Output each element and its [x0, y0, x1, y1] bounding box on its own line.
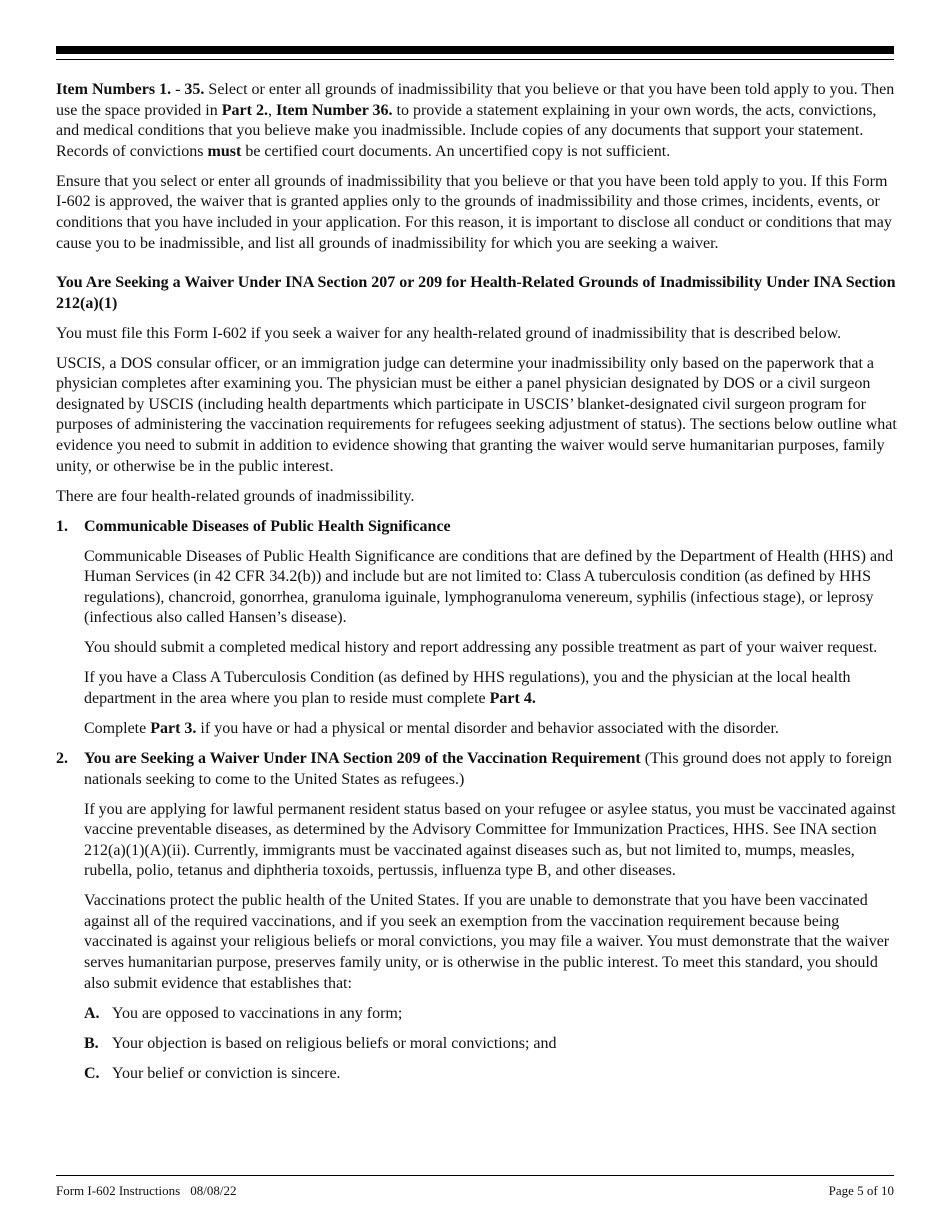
dash: -	[171, 81, 185, 98]
item-1-number: 1.	[56, 517, 68, 535]
item-1-p4-text-b: if you have or had a physical or mental disorder and behavior associated with the disorder.	[196, 719, 779, 737]
part-3-ref: Part 3.	[150, 719, 197, 737]
footer-form-name: Form I-602 Instructions	[56, 1183, 181, 1198]
footer-form-info	[56, 1183, 236, 1199]
item-1-paragraph-3	[84, 668, 898, 709]
header-thick-rule	[56, 46, 894, 54]
item-1-p3-text: If you have a Class A Tuberculosis Condition (as defined by HHS regulations), you and the physician at the local health department in the area where you plan to reside must complete	[84, 669, 851, 707]
item-2-number: 2.	[56, 749, 68, 767]
item-numbers-end: 35.	[184, 81, 205, 98]
section-heading: You Are Seeking a Waiver Under INA Section 207 or 209 for Health-Related Grounds of Inadmissibility Under INA Section 212(a)(1)	[56, 274, 896, 312]
section-paragraph-3: There are four health-related grounds of inadmissibility.	[56, 487, 415, 505]
part-ref: Part 2.	[221, 101, 268, 119]
item-2-subitem-a	[84, 1004, 898, 1025]
intro-paragraph-2: Ensure that you select or enter all grounds of inadmissibility that you believe or that you have been told apply to you. If this Form I-602 is approved, the waiver that is granted applies only to the grounds of inadmissibility and those crimes, incidents, events, or conditions that you have included in your application. For this reason, it is important to disclose all conduct or conditions that may cause you to be inadmissible, and list all grounds of inadmissibility for which you are seeking a waiver.	[56, 172, 892, 252]
item-36-ref: Item Number 36.	[275, 101, 393, 119]
item-2-title: You are Seeking a Waiver Under INA Section 209 of the Vaccination Requirement	[84, 749, 641, 767]
footer-edition-date: 08/08/22	[190, 1183, 237, 1198]
page-body	[56, 80, 898, 1094]
intro-text-c: be certified court documents. An uncertified copy is not sufficient.	[241, 142, 671, 160]
footer-rule	[56, 1175, 894, 1176]
subitem-text: You are opposed to vaccinations in any form;	[112, 1004, 403, 1022]
subitem-text: Your objection is based on religious beliefs or moral convictions; and	[112, 1034, 557, 1052]
part-4-ref: Part 4.	[489, 689, 536, 707]
intro-text-a: Select or enter all grounds of inadmissibility that you believe or that you have been told apply to you. Then use the space provided in	[56, 81, 895, 119]
item-1-title: Communicable Diseases of Public Health Significance	[84, 517, 451, 535]
section-paragraph-1: You must file this Form I-602 if you seek a waiver for any health-related ground of inadmissibility that is described below.	[56, 324, 842, 342]
item-2-paragraph-2: Vaccinations protect the public health of the United States. If you are unable to demonstrate that you have been vaccinated against all of the required vaccinations, and if you seek an exemption from the vaccination requirement because being vaccinated is against your religious beliefs or moral convictions, you may file a waiver. You must demonstrate that the waiver serves humanitarian purpose, preserves family unity, or is otherwise in the public interest. To meet this standard, you should also submit evidence that establishes that:	[84, 892, 890, 992]
must-emphasis: must	[207, 142, 242, 160]
item-2-title-rest: (This ground does not apply to foreign nationals seeking to come to the United States as refugees.)	[84, 749, 892, 788]
comma: ,	[267, 101, 276, 119]
subitem-letter: B.	[84, 1034, 99, 1052]
item-1-p4-text-a: Complete	[84, 719, 151, 737]
subitem-text: Your belief or conviction is sincere.	[112, 1064, 341, 1082]
item-1-paragraph-2: You should submit a completed medical history and report addressing any possible treatment as part of your waiver request.	[84, 639, 878, 657]
intro-text-b: to provide a statement explaining in your own words, the acts, convictions, and medical conditions that you believe make you inadmissible. Include copies of any documents that support your statement. Records of convictions	[56, 101, 877, 160]
item-2-paragraph-1: If you are applying for lawful permanent resident status based on your refugee or asylee status, you must be vaccinated against vaccine preventable diseases, as determined by the Advisory Committee for Immunization Practices, HHS. See INA section 212(a)(1)(A)(ii). Currently, immigrants must be vaccinated against diseases such as, but not limited to, mumps, measles, rubella, polio, tetanus and diphtheria toxoids, pertussis, influenza type B, and other diseases.	[84, 800, 896, 880]
intro-paragraph-1	[56, 80, 898, 162]
item-numbers-label: Item Numbers 1.	[56, 81, 172, 98]
item-2-subitem-b	[84, 1034, 898, 1055]
item-2-subitem-c	[84, 1064, 898, 1085]
subitem-letter: A.	[84, 1004, 100, 1022]
item-1-paragraph-4	[84, 719, 898, 740]
item-1-paragraph-1: Communicable Diseases of Public Health Significance are conditions that are defined by the Department of Health (HHS) and Human Services (in 42 CFR 34.2(b)) and include but are not limited to: Class A tuberculosis condition (as defined by HHS regulations), chancroid, gonorrhea, granuloma iguinale, lymphogranuloma venereum, syphilis (infectious stage), or leprosy (infectious also called Hansen’s disease).	[84, 547, 894, 627]
subitem-letter: C.	[84, 1064, 100, 1082]
item-1	[56, 517, 898, 538]
footer-page-number: Page 5 of 10	[828, 1183, 894, 1198]
header-thin-rule	[56, 59, 894, 60]
item-2	[56, 749, 898, 790]
section-paragraph-2: USCIS, a DOS consular officer, or an immigration judge can determine your inadmissibility only based on the paperwork that a physician completes after examining you. The physician must be either a panel physician designated by DOS or a civil surgeon designated by USCIS (including health departments which participate in USCIS’ blanket-designated civil surgeon program for purposes of administering the vaccination requirements for refugees seeking adjustment of status). The sections below outline what evidence you need to submit in addition to evidence showing that granting the waiver would serve humanitarian purposes, family unity, or otherwise be in the public interest.	[56, 354, 897, 475]
